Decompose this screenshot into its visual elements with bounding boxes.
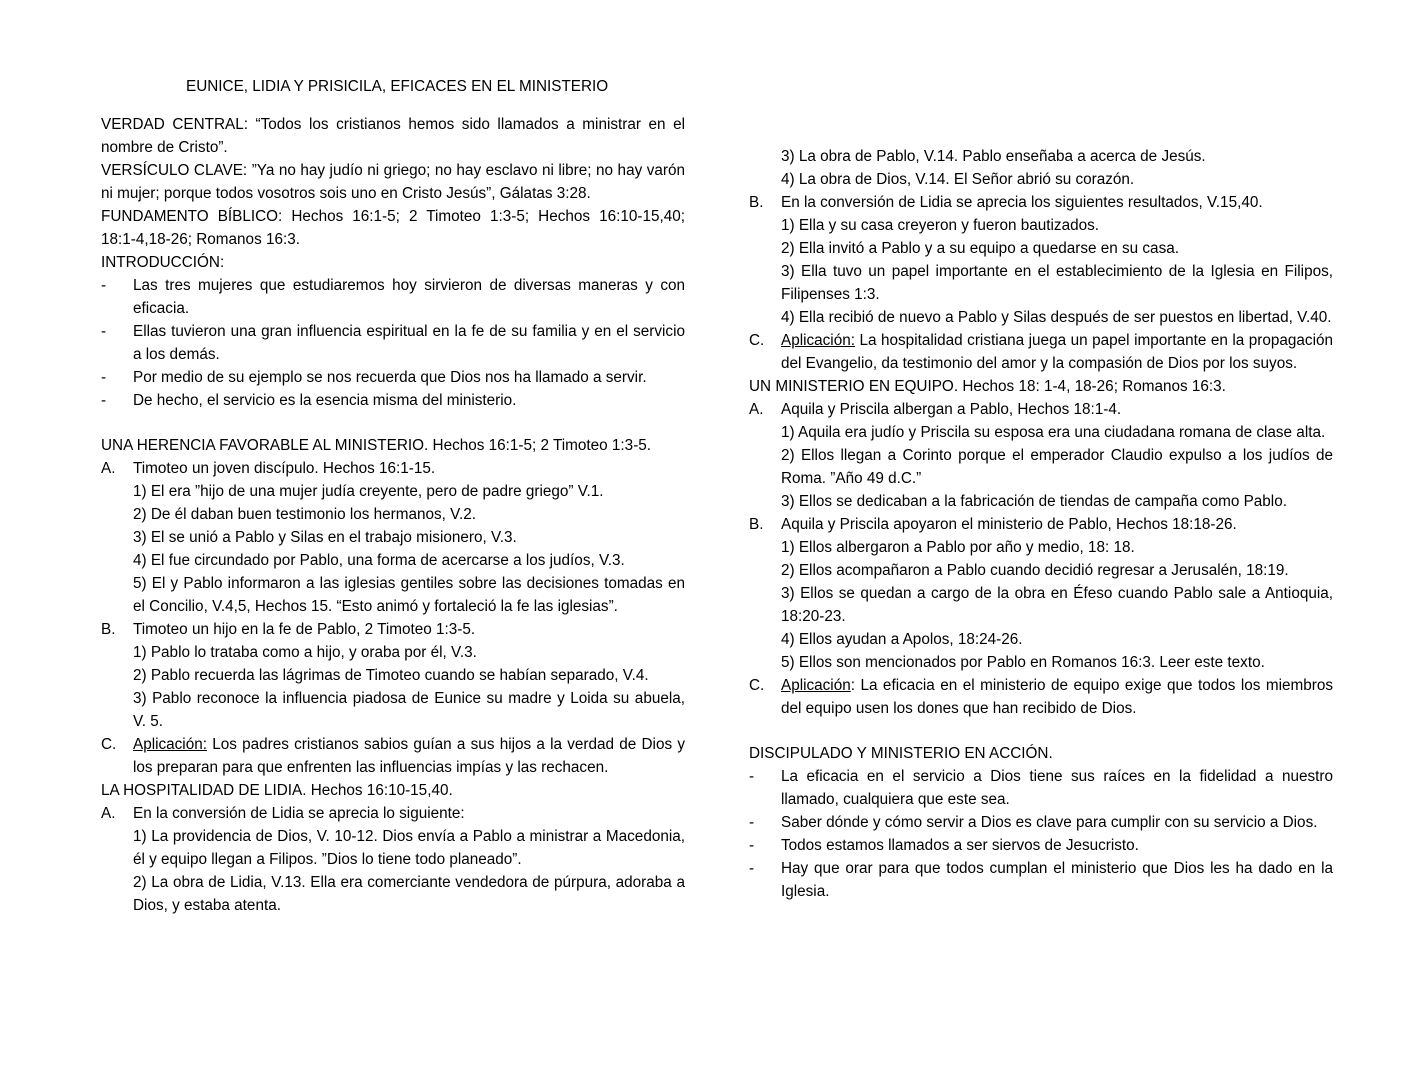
sub-item: 4) El fue circundado por Pablo, una forma de acercarse a los judíos, V.3. [133, 552, 625, 569]
sub-item: 4) Ella recibió de nuevo a Pablo y Silas después de ser puestos en libertad, V.40. [781, 309, 1332, 326]
left-column [101, 113, 685, 917]
sub-item: 3) Ellos se quedan a cargo de la obra en Éfeso cuando Pablo sale a Antioquia, 18:20-23. [781, 585, 1333, 625]
bullet-marker: - [749, 768, 755, 785]
sub-item: 4) La obra de Dios, V.14. El Señor abrió su corazón. [781, 171, 1135, 188]
intro-bullet [101, 389, 685, 412]
equipo-heading: UN MINISTERIO EN EQUIPO. Hechos 18: 1-4, 18-26; Romanos 16:3. [749, 378, 1226, 395]
discipulado-bullet [749, 857, 1333, 903]
hospitalidad-point-c [749, 329, 1333, 375]
aplicacion-label: Aplicación [781, 677, 851, 694]
bullet-text: De hecho, el servicio es la esencia misma del ministerio. [133, 392, 517, 409]
sub-item: 2) La obra de Lidia, V.13. Ella era comerciante vendedora de púrpura, adoraba a Dios, y estaba atenta. [133, 874, 685, 914]
intro-bullet [101, 274, 685, 320]
spacer [749, 720, 1333, 742]
point-marker: C. [749, 677, 765, 694]
bullet-marker: - [749, 814, 755, 831]
herencia-point-b [101, 618, 685, 641]
sub-item: 2) De él daban buen testimonio los hermanos, V.2. [133, 506, 476, 523]
bullet-text: Saber dónde y cómo servir a Dios es clave para cumplir con su servicio a Dios. [781, 814, 1318, 831]
hospitalidad-heading: LA HOSPITALIDAD DE LIDIA. Hechos 16:10-15,40. [101, 782, 453, 799]
right-column [749, 145, 1333, 903]
herencia-point-a [101, 457, 685, 480]
aplicacion-text: : La eficacia en el ministerio de equipo exige que todos los miembros del equipo usen los dones que han recibido de Dios. [781, 677, 1333, 717]
bullet-marker: - [101, 369, 107, 386]
intro-bullet [101, 320, 685, 366]
equipo-point-c [749, 674, 1333, 720]
sub-item: 3) Ella tuvo un papel importante en el establecimiento de la Iglesia en Filipos, Filipenses 1:3. [781, 263, 1333, 303]
aplicacion-label: Aplicación: [781, 332, 855, 349]
point-marker: B. [749, 516, 764, 533]
point-text: Aquila y Priscila apoyaron el ministerio de Pablo, Hechos 18:18-26. [781, 516, 1237, 533]
point-text: Timoteo un hijo en la fe de Pablo, 2 Timoteo 1:3-5. [133, 621, 476, 638]
bullet-marker: - [749, 860, 755, 877]
point-text: En la conversión de Lidia se aprecia lo siguiente: [133, 805, 465, 822]
aplicacion-text: La hospitalidad cristiana juega un papel importante en la propagación del Evangelio, da testimonio del amor y la compasión de Dios por los suyos. [781, 332, 1333, 372]
intro-heading: INTRODUCCIÓN: [101, 254, 225, 271]
sub-item: 2) Ellos llegan a Corinto porque el emperador Claudio expulso a los judíos de Roma. ”Año 49 d.C.” [781, 447, 1333, 487]
sub-item: 2) Ella invitó a Pablo y a su equipo a quedarse en su casa. [781, 240, 1179, 257]
point-marker: C. [101, 736, 117, 753]
bullet-text: Por medio de su ejemplo se nos recuerda que Dios nos ha llamado a servir. [133, 369, 647, 386]
point-marker: A. [101, 805, 116, 822]
bullet-marker: - [101, 323, 107, 340]
sub-item: 1) Aquila era judío y Priscila su esposa era una ciudadana romana de clase alta. [781, 424, 1326, 441]
sub-item: 3) Pablo reconoce la influencia piadosa de Eunice su madre y Loida su abuela, V. 5. [133, 690, 685, 730]
point-marker: B. [749, 194, 764, 211]
equipo-point-b [749, 513, 1333, 536]
discipulado-bullet [749, 765, 1333, 811]
point-marker: C. [749, 332, 765, 349]
discipulado-bullet [749, 811, 1333, 834]
equipo-point-a [749, 398, 1333, 421]
aplicacion-label: Aplicación: [133, 736, 207, 753]
point-text: En la conversión de Lidia se aprecia los siguientes resultados, V.15,40. [781, 194, 1263, 211]
point-marker: A. [749, 401, 764, 418]
sub-item: 1) Ellos albergaron a Pablo por año y medio, 18: 18. [781, 539, 1135, 556]
bullet-text: Las tres mujeres que estudiaremos hoy sirvieron de diversas maneras y con eficacia. [133, 277, 685, 317]
point-text [781, 329, 1333, 375]
fundamento-biblico: FUNDAMENTO BÍBLICO: Hechos 16:1-5; 2 Timoteo 1:3-5; Hechos 16:10-15,40; 18:1-4,18-26; Romanos 16:3. [101, 208, 685, 248]
aplicacion-text: Los padres cristianos sabios guían a sus hijos a la verdad de Dios y los preparan para que enfrenten las influencias impías y las rechacen. [133, 736, 685, 776]
sub-item: 1) El era ”hijo de una mujer judía creyente, pero de padre griego” V.1. [133, 483, 604, 500]
bullet-text: La eficacia en el servicio a Dios tiene sus raíces en la fidelidad a nuestro llamado, cualquiera que este sea. [781, 768, 1333, 808]
intro-bullet [101, 366, 685, 389]
sub-item: 3) Ellos se dedicaban a la fabricación de tiendas de campaña como Pablo. [781, 493, 1287, 510]
bullet-marker: - [749, 837, 755, 854]
spacer [101, 412, 685, 434]
bullet-text: Ellas tuvieron una gran influencia espiritual en la fe de su familia y en el servicio a los demás. [133, 323, 685, 363]
sub-item: 3) La obra de Pablo, V.14. Pablo enseñaba a acerca de Jesús. [781, 148, 1206, 165]
sub-item: 4) Ellos ayudan a Apolos, 18:24-26. [781, 631, 1023, 648]
versiculo-clave: VERSÍCULO CLAVE: ”Ya no hay judío ni griego; no hay esclavo ni libre; no hay varón ni mujer; porque todos vosotros sois uno en Cristo Jesús”, Gálatas 3:28. [101, 162, 685, 202]
point-text: Aquila y Priscila albergan a Pablo, Hechos 18:1-4. [781, 401, 1122, 418]
herencia-point-c [101, 733, 685, 779]
hospitalidad-point-b [749, 191, 1333, 214]
point-text: Timoteo un joven discípulo. Hechos 16:1-15. [133, 460, 436, 477]
bullet-text: Hay que orar para que todos cumplan el ministerio que Dios les ha dado en la Iglesia. [781, 860, 1333, 900]
sub-item: 5) El y Pablo informaron a las iglesias gentiles sobre las decisiones tomadas en el Concilio, V.4,5, Hechos 15. “Esto animó y fortaleció la fe las iglesias”. [133, 575, 685, 615]
point-text [781, 674, 1333, 720]
sub-item: 1) Pablo lo trataba como a hijo, y oraba por él, V.3. [133, 644, 477, 661]
point-text [133, 733, 685, 779]
sub-item: 2) Ellos acompañaron a Pablo cuando decidió regresar a Jerusalén, 18:19. [781, 562, 1289, 579]
document-title: EUNICE, LIDIA Y PRISICILA, EFICACES EN EL MINISTERIO [186, 78, 609, 95]
sub-item: 1) La providencia de Dios, V. 10-12. Dios envía a Pablo a ministrar a Macedonia, él y equipo llegan a Filipos. ”Dios lo tiene todo planeado”. [133, 828, 685, 868]
point-marker: A. [101, 460, 116, 477]
bullet-marker: - [101, 277, 107, 294]
point-marker: B. [101, 621, 116, 638]
bullet-marker: - [101, 392, 107, 409]
bullet-text: Todos estamos llamados a ser siervos de Jesucristo. [781, 837, 1139, 854]
sub-item: 5) Ellos son mencionados por Pablo en Romanos 16:3. Leer este texto. [781, 654, 1265, 671]
sub-item: 2) Pablo recuerda las lágrimas de Timoteo cuando se habían separado, V.4. [133, 667, 649, 684]
verdad-central: VERDAD CENTRAL: “Todos los cristianos hemos sido llamados a ministrar en el nombre de Cristo”. [101, 116, 685, 156]
discipulado-heading: DISCIPULADO Y MINISTERIO EN ACCIÓN. [749, 745, 1053, 762]
sub-item: 3) El se unió a Pablo y Silas en el trabajo misionero, V.3. [133, 529, 517, 546]
discipulado-bullet [749, 834, 1333, 857]
sub-item: 1) Ella y su casa creyeron y fueron bautizados. [781, 217, 1100, 234]
hospitalidad-point-a [101, 802, 685, 825]
herencia-heading: UNA HERENCIA FAVORABLE AL MINISTERIO. Hechos 16:1-5; 2 Timoteo 1:3-5. [101, 437, 652, 454]
